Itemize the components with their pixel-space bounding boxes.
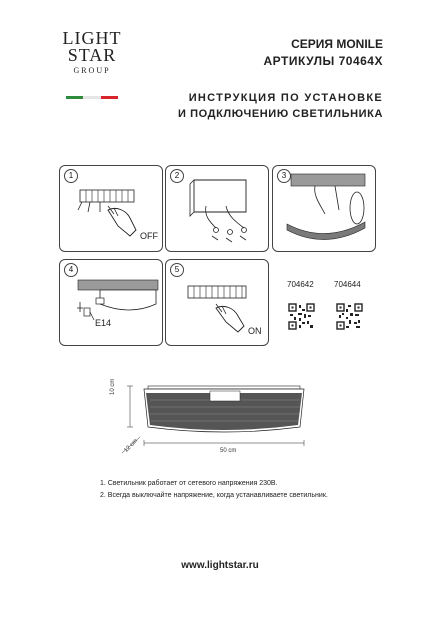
step-panel-4	[59, 259, 163, 346]
qr-code-a	[288, 303, 315, 330]
series-title: СЕРИЯ MONILE	[291, 37, 383, 51]
step-panel-2	[165, 165, 269, 252]
article-code-b: 704644	[334, 280, 361, 289]
dimension-depth: 12 cm	[123, 438, 140, 454]
step-number-2: 2	[170, 169, 184, 183]
article-code-a: 704642	[287, 280, 314, 289]
mounting-illustration	[273, 166, 375, 251]
brand-logo	[62, 30, 122, 75]
articles-title: АРТИКУЛЫ 70464X	[263, 54, 383, 68]
wiring-box-illustration	[166, 166, 268, 251]
italian-flag-stripe	[66, 96, 118, 99]
dimension-width: 50 cm	[220, 448, 237, 454]
note-2: 2. Всегда выключайте напряжение, когда устанавливаете светильник.	[100, 492, 328, 499]
step-number-3: 3	[277, 169, 291, 183]
dimension-height: 10 cm	[110, 378, 116, 395]
step-panel-5	[165, 259, 269, 346]
bulb-install-illustration	[60, 260, 162, 345]
logo-line-3: GROUP	[73, 66, 111, 75]
logo-line-1: LIGHT	[62, 28, 122, 48]
note-1: 1. Светильник работает от сетевого напряжения 230В.	[100, 480, 278, 487]
step-1-label: OFF	[140, 231, 158, 241]
qr-code-b	[336, 303, 363, 330]
instruction-title-line-1: ИНСТРУКЦИЯ ПО УСТАНОВКЕ	[188, 92, 383, 104]
step-number-5: 5	[170, 263, 184, 277]
website-url[interactable]: www.lightstar.ru	[181, 560, 259, 571]
step-number-4: 4	[64, 263, 78, 277]
safety-notes	[100, 478, 328, 502]
step-4-label: E14	[95, 318, 112, 328]
step-panel-1	[59, 165, 163, 252]
step-5-label: ON	[248, 326, 262, 336]
logo-line-2: STAR	[67, 45, 117, 65]
instruction-title-line-2: И ПОДКЛЮЧЕНИЮ СВЕТИЛЬНИКА	[177, 108, 383, 120]
step-number-1: 1	[64, 169, 78, 183]
lamp-dimension-drawing	[100, 365, 360, 470]
step-panel-3	[272, 165, 376, 252]
